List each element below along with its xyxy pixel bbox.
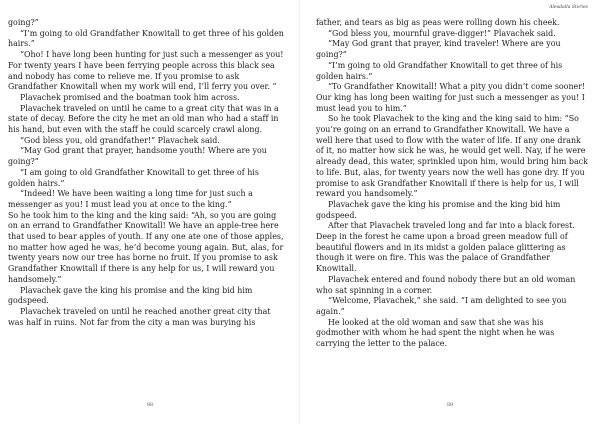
- left-page-text: [8, 18, 286, 328]
- paragraph: “I am going to old Grandfather Knowitall to get three of his golden hairs.”: [8, 167, 259, 188]
- paragraph: “Indeed! We have been waiting a long time for just such a messenger as you! I must lead you at once to the king.”: [8, 189, 253, 209]
- page-number: 88: [146, 403, 154, 408]
- paragraph: Plavachek traveled on until he reached another great city that was half in ruins. Not far from the city a man was burying his: [8, 306, 271, 327]
- paragraph: Plavachek gave the king his promise and the king bid him godspeed.: [316, 199, 561, 220]
- paragraph: going?”: [8, 18, 39, 27]
- paragraph: “May God grant that prayer, kind traveler! Where are you going?”: [316, 39, 561, 60]
- paragraph: Plavachek traveled on until he came to a great city that was in a state of decay. Before the city he met an old man who had a staff in his hand, but even with the staff he could scarcely crawl along.: [8, 103, 279, 135]
- paragraph: “May God grant that prayer, handsome youth! Where are you going?”: [8, 146, 267, 167]
- page-number: 89: [446, 403, 454, 408]
- paragraph: Plavachek entered and found nobody there but an old woman who sat spinning in a corner.: [316, 274, 576, 295]
- paragraph: “God bless you, mournful grave-digger!” Plavachek said.: [328, 28, 556, 38]
- paragraph: He looked at the old woman and saw that she was his godmother with whom he had spent the night when he was carrying the letter to the palace.: [316, 317, 555, 349]
- right-page: [300, 0, 600, 424]
- paragraph: “I’m going to old Grandfather Knowitall to get three of his golden hairs.”: [8, 28, 284, 49]
- paragraph: “Oho! I have long been hunting for just such a messenger as you! For twenty years I have been ferrying people across this black sea and nobody has come to relieve me. If you promise to ask Grandfather Knowitall when my work will end, I’ll ferry you over. ”: [8, 50, 284, 92]
- running-header: Aleadalla Stories: [549, 5, 588, 10]
- right-page-text: [316, 18, 588, 350]
- paragraph: After that Plavachek traveled long and far into a black forest. Deep in the forest he came upon a broad green meadow full of beautiful flowers and in its midst a golden palace glittering as though it were on fire. This was the palace of Grandfather Knowitall.: [316, 221, 575, 274]
- paragraph: “I’m going to old Grandfather Knowitall to get three of his golden hairs.”: [316, 60, 563, 81]
- paragraph: father, and tears as big as peas were rolling down his cheek.: [316, 18, 560, 27]
- paragraph: Plavachek promised and the boatman took him across.: [20, 92, 240, 102]
- paragraph: Plavachek gave the king his promise and the king bid him godspeed.: [8, 285, 253, 306]
- paragraph: So he took him to the king and the king said: “Ah, so you are going on an errand to Grandfather Knowitall! We have an apple-tree here that used to bear apples of youth. If any one ate one of those apples, no matter how aged he was, he’d become young again. But, alas, for twenty years now our tree has borne no fruit. If you promise to ask Grandfather Knowitall if there is any help for us, I will reward you handsomely.”: [8, 210, 284, 284]
- paragraph: “God bless you, old grandfather!” Plavachek said.: [20, 135, 220, 145]
- paragraph: “To Grandfather Knowitall! What a pity you didn’t come sooner! Our king has long been waiting for just such a messenger as you! I must lead you to him.”: [316, 82, 586, 113]
- paragraph: So he took Plavachek to the king and the king said to him: “So you’re going on an errand to Grandfather Knowitall. We have a well here that used to flow with the water of life. If any one drank of it, no matter how sick he was, he would get well. Nay, if he were already dead, this water, sprinkled upon him, would bring him back to life. But, alas, for twenty years now the well has gone dry. If you promise to ask Grandfather Knowitall if there is help for us, I will reward you handsomely.”: [316, 114, 588, 199]
- paragraph: “Welcome, Plavachek,” she said. “I am delighted to see you again.”: [316, 296, 567, 316]
